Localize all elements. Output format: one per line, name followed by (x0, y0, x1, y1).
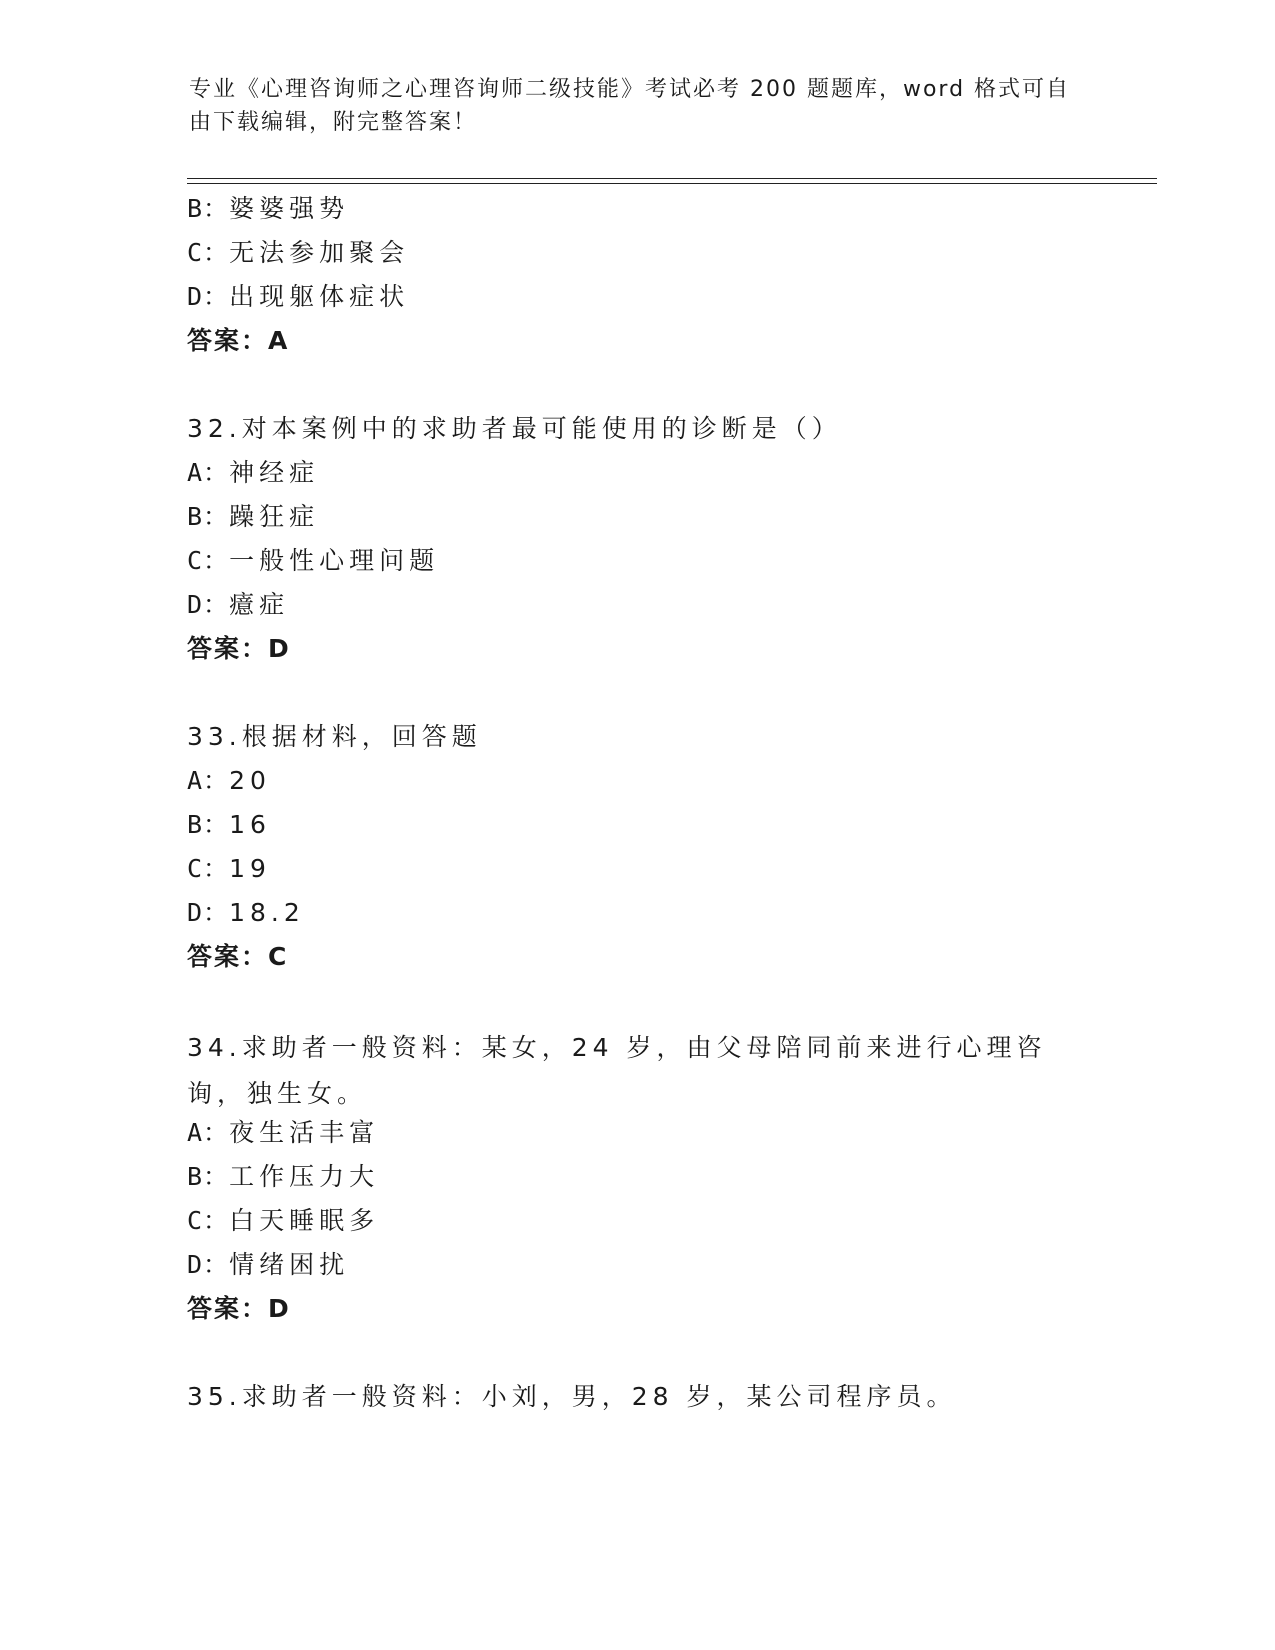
q35-stem: 35.求助者一般资料：小刘，男，28 岁，某公司程序员。 (187, 1382, 957, 1411)
q31-option-c: C：无法参加聚会 (187, 238, 410, 267)
q31-option-d: D：出现躯体症状 (187, 282, 410, 311)
q34-option-c: C：白天睡眠多 (187, 1206, 380, 1235)
q32-stem: 32.对本案例中的求助者最可能使用的诊断是（） (187, 414, 842, 443)
header-divider-top (187, 178, 1157, 179)
q32-option-c: C：一般性心理问题 (187, 546, 440, 575)
q34-option-a: A：夜生活丰富 (187, 1118, 380, 1147)
q33-answer: 答案：C (187, 942, 289, 971)
header-divider-bottom (187, 183, 1157, 184)
q32-option-a: A：神经症 (187, 458, 320, 487)
q32-option-d: D：癔症 (187, 590, 290, 619)
q34-stem: 34.求助者一般资料：某女，24 岁，由父母陪同前来进行心理咨询，独生女。 (187, 1033, 1047, 1108)
q33-option-d: D：18.2 (187, 898, 305, 927)
q34-answer: 答案：D (187, 1294, 291, 1323)
q33-option-b: B：16 (187, 810, 271, 839)
q33-option-c: C：19 (187, 854, 271, 883)
q33-option-a: A：20 (187, 766, 271, 795)
q32-answer: 答案：D (187, 634, 291, 663)
q31-option-b: B：婆婆强势 (187, 194, 350, 223)
q34-option-d: D：情绪困扰 (187, 1250, 350, 1279)
q34-option-b: B：工作压力大 (187, 1162, 380, 1191)
q31-answer: 答案：A (187, 326, 290, 355)
q33-stem: 33.根据材料，回答题 (187, 722, 482, 751)
q32-option-b: B：躁狂症 (187, 502, 320, 531)
page-header: 专业《心理咨询师之心理咨询师二级技能》考试必考 200 题题库，word 格式可自由下载编辑，附完整答案！ (189, 77, 1071, 135)
